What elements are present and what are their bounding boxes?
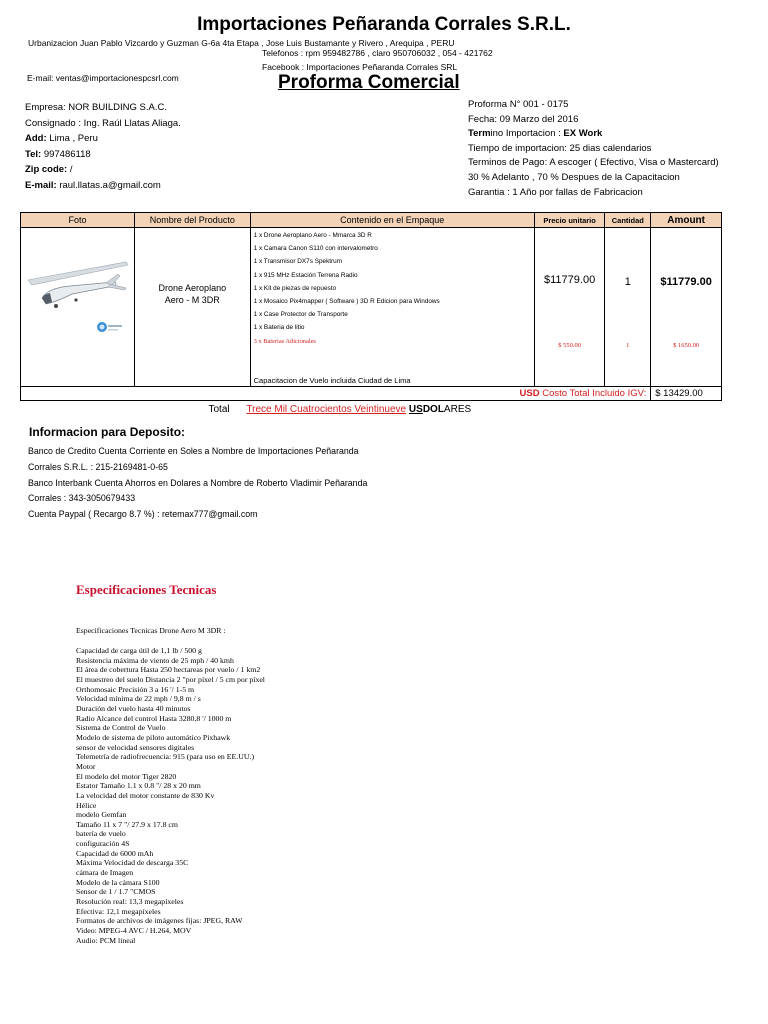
spec-item: batería de vuelo — [76, 829, 126, 839]
contents-item: 1 x Drone Aeroplano Aero - Mmarca 3D R — [253, 232, 372, 239]
contents-item: 1 x Transmisor DX7s Spektrum — [253, 258, 343, 266]
product-table — [20, 212, 722, 418]
spec-item: Video: MPEG-4 AVC / H.264, MOV — [76, 926, 192, 936]
spec-item: modelo Gemfan — [76, 810, 127, 820]
company-name: Importaciones Peñaranda Corrales S.R.L. — [197, 14, 571, 35]
specs-intro: Especificaciones Tecnicas Drone Aero M 3DR : — [76, 626, 226, 635]
training-included: Capacitacion de Vuelo incluida Ciudad de Lima — [253, 376, 411, 385]
table-header-row — [21, 213, 722, 228]
contents-item: 1 x Camara Canon S110 con intervalometro — [253, 245, 378, 253]
spec-item: cámara de Imagen — [76, 868, 134, 878]
spec-item: Capacidad de 6000 mAh — [76, 848, 154, 858]
amount: $11779.00 — [660, 276, 712, 288]
extra-amount: $ 1650.00 — [673, 342, 700, 349]
unit-price-cell — [534, 228, 605, 387]
spec-item: Modelo de la cámara S100 — [76, 877, 160, 887]
spec-item: Modelo de sistema de piloto automático Pixhawk — [76, 732, 231, 742]
extra-unit-price: $ 550.00 — [558, 342, 581, 349]
company-phones: Telefonos : rpm 959482786 , claro 950706032 , 054 - 421762 — [262, 48, 493, 58]
client-consignado-row: Consignado : Ing. Raúl Llatas Aliaga. — [25, 117, 181, 129]
proforma-date: Fecha: 09 Marzo del 2016 — [468, 113, 579, 125]
header-foto: Foto — [21, 213, 135, 228]
header-amount: Amount — [651, 213, 722, 228]
spec-item: Sensor de 1 / 1.7 "CMOS — [76, 887, 156, 897]
header-cantidad: Cantidad — [605, 213, 651, 228]
client-info — [25, 100, 181, 193]
quantity-cell — [605, 228, 651, 387]
contents-list — [251, 228, 534, 348]
company-address: Urbanizacion Juan Pablo Vizcardo y Guzman G-6a 4ta Etapa , Jose Luis Bustamante y Rivero , Arequipa , PERU — [28, 38, 455, 48]
spec-item: configuración 4S — [76, 839, 130, 849]
spec-item: sensor de velocidad sensores digitales — [76, 742, 195, 752]
proforma-number: Proforma N° 001 - 0175 — [468, 99, 569, 110]
client-email-row: E-mail: raul.llatas.a@gmail.com — [25, 179, 161, 191]
total-cost-label: Costo Total Incluido IGV: — [542, 388, 647, 399]
deposit-line: Banco Interbank Cuenta Ahorros en Dolares a Nombre de Roberto Vladimir Peñaranda — [28, 477, 368, 488]
spec-item: Duración del vuelo hasta 40 minutos — [76, 703, 191, 713]
deposit-line: Banco de Credito Cuenta Corriente en Soles a Nombre de Importaciones Peñaranda — [28, 446, 359, 456]
spec-item: Telemetría de radiofrecuencia: 915 (para uso en EE.UU.) — [76, 752, 255, 762]
spec-item: La velocidad del motor constante de 830 Kv — [76, 790, 215, 800]
product-contents-cell — [250, 228, 534, 387]
proforma-terms — [468, 98, 728, 200]
unit-price: $11779.00 — [544, 274, 596, 286]
client-zip-row: Zip code: / — [25, 164, 73, 175]
contents-item: 1 x Case Protector de Transporte — [253, 311, 348, 319]
client-add-row: Add: Lima , Peru — [25, 133, 98, 144]
total-currency-dol: DOL — [422, 404, 444, 415]
extra-batteries: 3 x Baterias Adicionales — [253, 337, 316, 345]
total-cost-value: $ 13429.00 — [651, 387, 722, 401]
contents-item: 1 x Kit de piezas de repuesto — [253, 284, 337, 292]
quantity: 1 — [624, 276, 631, 288]
total-word: Total — [208, 404, 230, 415]
header-nombre: Nombre del Producto — [135, 213, 251, 228]
spec-item: Velocidad mínima de 22 mph / 9,8 m / s — [76, 694, 201, 704]
spec-item: Tamaño 11 x 7 "/ 27.9 x 17.8 cm — [76, 819, 178, 829]
spec-item: Máxima Velocidad de descarga 35C — [76, 858, 189, 868]
deposit-line: Corrales : 343-3050679433 — [28, 493, 136, 504]
proforma-import-time: Tiempo de importacion: 25 dias calendarios — [468, 142, 652, 154]
product-name: Drone Aeroplano Aero - M 3DR — [158, 283, 227, 305]
header-contenido: Contenido en el Empaque — [250, 213, 534, 228]
deposit-line: Corrales S.R.L. : 215-2169481-0-65 — [28, 461, 168, 472]
spec-item: Capacidad de carga útil de 1,1 lb / 500 g — [76, 646, 202, 655]
deposit-title: Informacion para Deposito: — [29, 425, 186, 439]
spec-item: Resolución real: 13,3 megapíxeles — [76, 897, 184, 907]
client-tel-row: Tel: 997486118 — [25, 148, 91, 160]
spec-item: Formatos de archivos de imágenes fijas: JPEG, RAW — [76, 916, 243, 926]
total-amount-words: Trece Mil Cuatrocientos Veintinueve — [246, 404, 407, 415]
product-photo-cell — [21, 228, 135, 387]
document-title: Proforma Comercial — [278, 72, 460, 93]
spec-item: Motor — [76, 761, 96, 771]
contents-item: 1 x Bateria de litio — [253, 324, 305, 332]
table-row — [21, 228, 722, 387]
total-cost-label-cell — [21, 387, 651, 401]
contents-item: 1 x 915 MHz Estación Terrena Radio — [253, 271, 358, 279]
total-cost-row — [21, 387, 722, 401]
amount-cell — [651, 228, 722, 387]
specs-list — [76, 646, 265, 945]
usd-label: USD — [519, 388, 540, 399]
spec-item: Radio Alcance del control Hasta 3280,8 '/ 1000 m — [76, 713, 232, 723]
extra-quantity: 1 — [626, 342, 630, 349]
proforma-payment-terms: Terminos de Pago: A escoger ( Efectivo, Visa o Mastercard) 30 % Adelanto , 70 % Despues de la Capacitacion — [468, 157, 719, 183]
company-email: E-mail: ventas@importacionespcsrl.com — [27, 73, 179, 83]
client-empresa-row: Empresa: NOR BUILDING S.A.C. — [25, 102, 168, 113]
drone-image — [22, 232, 134, 362]
spec-item: Audio: PCM lineal — [76, 935, 136, 945]
proforma-import-term: Termino Importacion : EX Work — [468, 128, 603, 140]
spec-item: Orthomosaic Precisión 3 a 16 '/ 1-5 m — [76, 684, 195, 694]
spec-item: Hélice — [76, 800, 97, 810]
header-precio: Precio unitario — [534, 213, 605, 228]
deposit-info — [28, 444, 367, 523]
contents-item: 1 x Mosaico Pix4mapper ( Software ) 3D R Edicion para Windows — [253, 298, 440, 306]
proforma-warranty: Garantia : 1 Año por fallas de Fabricacion — [468, 186, 643, 198]
total-currency-us: US — [408, 404, 423, 415]
total-text-row — [21, 401, 722, 419]
total-currency-ares: ARES — [443, 404, 472, 415]
spec-item: Resistencia máxima de viento de 25 mph / 40 kmh — [76, 655, 234, 665]
total-text-cell — [21, 401, 722, 419]
deposit-line: Cuenta Paypal ( Recargo 8.7 %) : retemax777@gmail.com — [28, 509, 258, 520]
product-name-cell — [135, 228, 251, 387]
spec-item: Sistema de Control de Vuelo — [76, 723, 166, 733]
spec-item: El modelo del motor Tiger 2820 — [76, 771, 177, 781]
spec-item: Efectiva: 12,1 megapíxeles — [76, 906, 161, 916]
spec-item: Estator Tamaño 1.1 x 0.8 "/ 28 x 20 mm — [76, 781, 201, 791]
spec-item: El muestreo del suelo Distancia 2 "por píxel / 5 cm por píxel — [76, 674, 265, 684]
specs-title: Especificaciones Tecnicas — [76, 582, 217, 597]
spec-item: El área de cobertura Hasta 250 hectareas por vuelo / 1 km2 — [76, 665, 261, 675]
company-facebook: Facebook : Importaciones Peñaranda Corrales SRL — [262, 62, 458, 72]
